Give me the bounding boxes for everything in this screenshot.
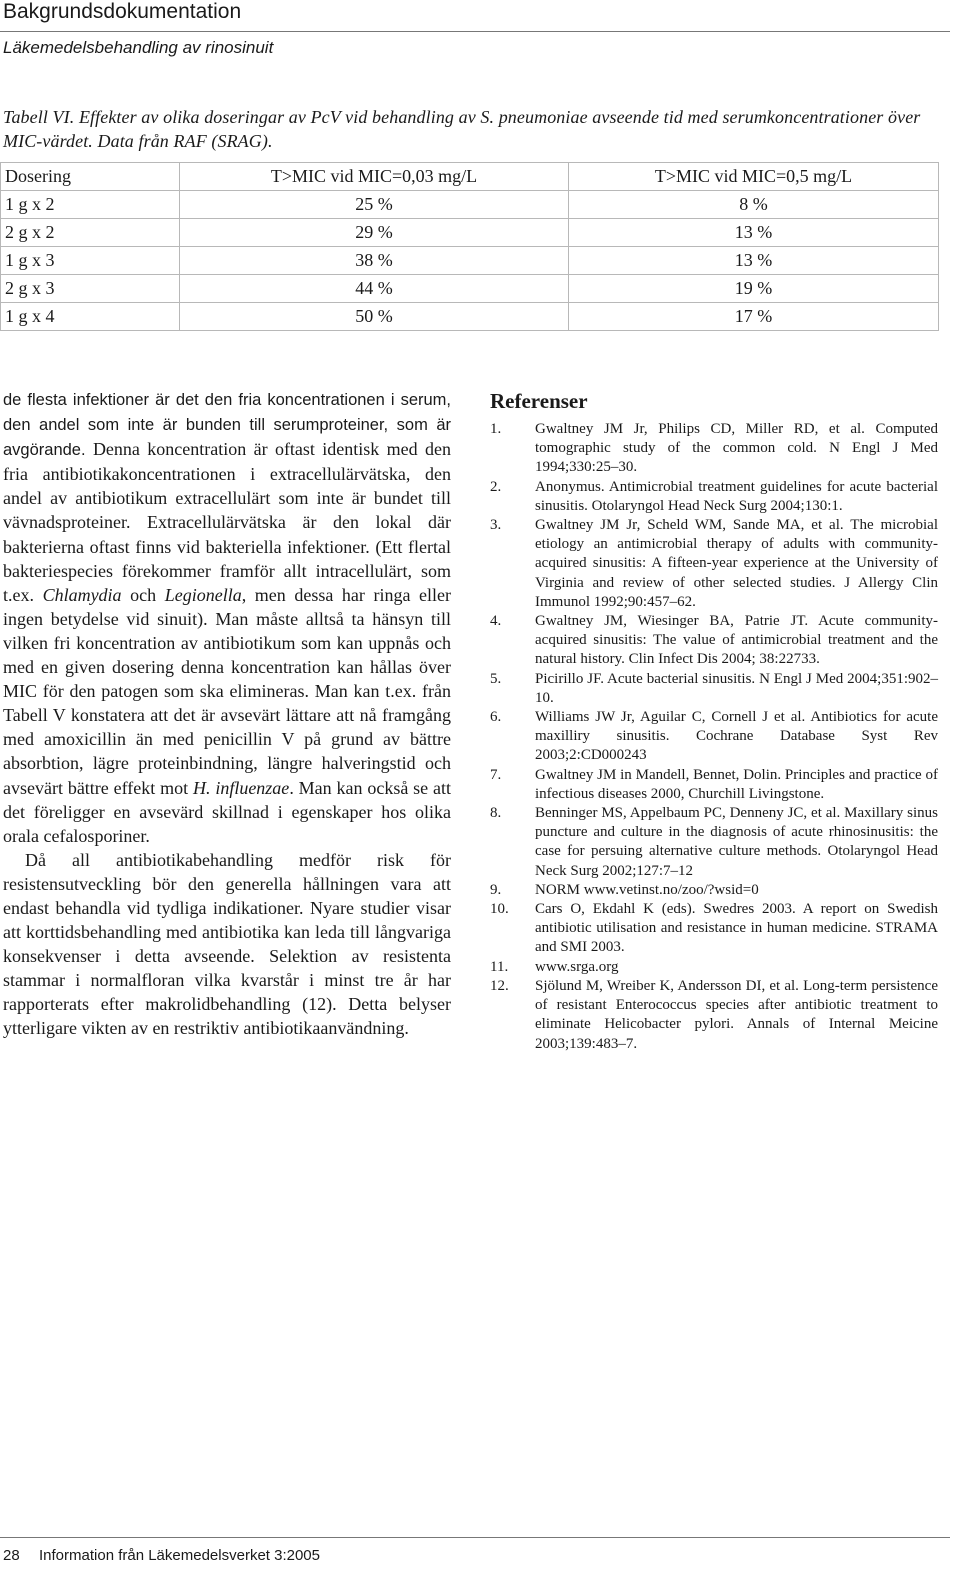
reference-number: 11. [490,958,509,975]
reference-number: 3. [490,517,502,534]
reference-item [490,708,938,766]
reference-item [490,958,938,977]
reference-text: Picirillo JF. Acute bacterial sinusitis. N Engl J Med 2004;351:902–10. [535,670,938,706]
reference-item [490,804,938,881]
body-paragraph: Då all antibiotikabehandling medför risk för resistensutveckling bör den generella hållningen vara att endast behandla vid tydliga indikationer. Nyare studier visar att korttidsbehandling med antibiotika kan leda till långvariga konsekvenser i detta avseende. Selektion av resistenta stammar i normalfloran vilka kvarstår i minst tre år har rapporterats efter makrolidbehandling (12). Detta belyser ytterligare vikten av en restriktiv antibiotikaanvändning. [3,849,451,1039]
column-header: T>MIC vid MIC=0,03 mg/L [180,163,569,191]
reference-number: 7. [490,766,502,783]
table-caption: Tabell VI. Effekter av olika doseringar av PcV vid behandling av S. pneumoniae avseende tid med serumkoncentrationer över MIC-värdet. Data från RAF (SRAG). [3,107,921,151]
table-cell: 2 g x 2 [1,219,180,247]
table-cell: 8 % [569,191,939,219]
table-cell: 38 % [180,247,569,275]
reference-item [490,900,938,958]
table-cell: 44 % [180,275,569,303]
table-header-row [1,163,939,191]
references-heading: Referenser [490,389,588,413]
reference-item [490,766,938,804]
reference-number: 12. [490,977,509,994]
section-title: Bakgrundsdokumentation [3,0,242,23]
table-cell: 1 g x 2 [1,191,180,219]
reference-number: 10. [490,901,509,918]
reference-text: Benninger MS, Appelbaum PC, Denneny JC, et al. Maxillary sinus puncture and culture in the diagnosis of acute rhinosinusitis: the case for persuing alternative culture methods. Otolaryngol Head Neck Surg 2002;127:7–12 [535,805,938,879]
column-header: Dosering [1,163,180,191]
body-text: . Man kan också se att det föreligger en avsevärd skillnad i egenskaper hos olika orala cefalosporiner. [3,777,451,846]
reference-text: Anonymus. Antimicrobial treatment guidelines for acute bacterial sinusitis. Otolaryngol Head Neck Surg 2004;130:1. [535,478,938,514]
table-cell: 29 % [180,219,569,247]
table-row [1,275,939,303]
column-header: T>MIC vid MIC=0,5 mg/L [569,163,939,191]
reference-item [490,478,938,516]
reference-text: NORM www.vetinst.no/zoo/?wsid=0 [535,881,759,898]
table-cell: 1 g x 3 [1,247,180,275]
reference-text: Cars O, Ekdahl K (eds). Swedres 2003. A report on Swedish antibiotic utilisation and resistance in human medicine. STRAMA and SMI 2003. [535,901,938,956]
reference-text: Gwaltney JM in Mandell, Bennet, Dolin. Principles and practice of infectious diseases 2000, Churchill Livingstone. [535,766,938,802]
body-text: Denna koncentration är oftast identisk med den fria antibiotikakoncentrationen i extracellulärvätska, den andel av antibiotikum extracellulärt som inte är bundet till vävnadsproteiner. Extracellulärvätska är den lokal där bakterierna oftast finns vid bakteriella infektioner. (Ett flertal bakteriespecies förekommer framför allt intracellulärt, som t.ex. [3,439,451,605]
reference-item [490,612,938,670]
reference-number: 5. [490,670,502,687]
header-divider [0,31,950,32]
reference-item [490,670,938,708]
table-cell: 2 g x 3 [1,275,180,303]
table-cell: 19 % [569,275,939,303]
table-cell: 25 % [180,191,569,219]
body-text: , men dessa har ringa eller ingen betydelse vid sinuit). Man måste alltså ta hänsyn till vilken fri koncentration av antibiotikum som kan uppnås och med en given dosering denna koncentration kan hållas över MIC för den patogen som ska elimineras. Man kan t.ex. från Tabell V konstatera att det är avsevärt lättare att nå framgång med amoxicillin än med penicillin V på grund av bättre absorbtion, lägre proteinbindning, längre halveringstid och avsevärt bättre effekt mot [3,584,451,798]
dosing-table [0,162,939,331]
reference-text: Gwaltney JM Jr, Philips CD, Miller RD, et al. Computed tomographic study of the common cold. N Engl J Med 1994;330:25–30. [535,421,938,476]
page-number: 28 [3,1547,20,1564]
reference-number: 1. [490,421,502,437]
body-text: och [121,584,165,605]
footer [3,1547,320,1565]
reference-text: Gwaltney JM, Wiesinger BA, Patrie JT. Acute community-acquired sinusitis: The value of antimicrobial treatment and the natural history. Clin Infect Dis 2004; 38:22733. [535,613,938,668]
table-cell: 13 % [569,247,939,275]
table-row [1,219,939,247]
species-name: Chlamydia [42,584,122,605]
reference-text: Gwaltney JM Jr, Scheld WM, Sande MA, et al. The microbial etiology an antimicrobial therapy of adults with community-acquired sinusitis: A fifteen-year experience at the University of Virginia and review of other selected studies. J Allergy Clin Immunol 1992;90:457–62. [535,517,938,610]
species-name: H. influenzae [192,777,290,798]
reference-number: 8. [490,805,502,822]
reference-number: 2. [490,478,502,495]
reference-item [490,516,938,612]
reference-list [490,420,938,1054]
body-text-column [3,387,451,1041]
reference-item [490,977,938,1054]
reference-item [490,881,938,900]
table-cell: 1 g x 4 [1,303,180,331]
references-column [490,388,938,1054]
table-cell: 50 % [180,303,569,331]
body-text-sans: de flesta infektioner är det den fria koncentrationen i serum, den andel som inte är bunden till serumproteiner, som är avgörande. [3,391,451,460]
table-cell: 17 % [569,303,939,331]
body-paragraph [3,387,451,848]
reference-text: Williams JW Jr, Aguilar C, Cornell J et al. Antibiotics for acute maxilliry sinusitis. Cochrane Database Syst Rev 2003;2:CD000243 [535,709,938,764]
footer-divider [0,1537,950,1538]
reference-number: 4. [490,613,502,630]
table-row [1,247,939,275]
reference-text: www.srga.org [535,958,619,975]
footer-text: Information från Läkemedelsverket 3:2005 [39,1547,320,1564]
species-name: Legionella [164,584,242,605]
reference-number: 9. [490,881,502,898]
reference-item [490,420,938,478]
reference-number: 6. [490,709,502,726]
reference-text: Sjölund M, Wreiber K, Andersson DI, et al. Long-term persistence of resistant Enterococcus species after antibiotic treatment to eliminate Helicobacter pylori. Annals of Internal Meicine 2003;139:483–7. [535,977,938,1052]
table-row [1,191,939,219]
table-cell: 13 % [569,219,939,247]
table-row [1,303,939,331]
section-subtitle: Läkemedelsbehandling av rinosinuit [3,38,274,57]
